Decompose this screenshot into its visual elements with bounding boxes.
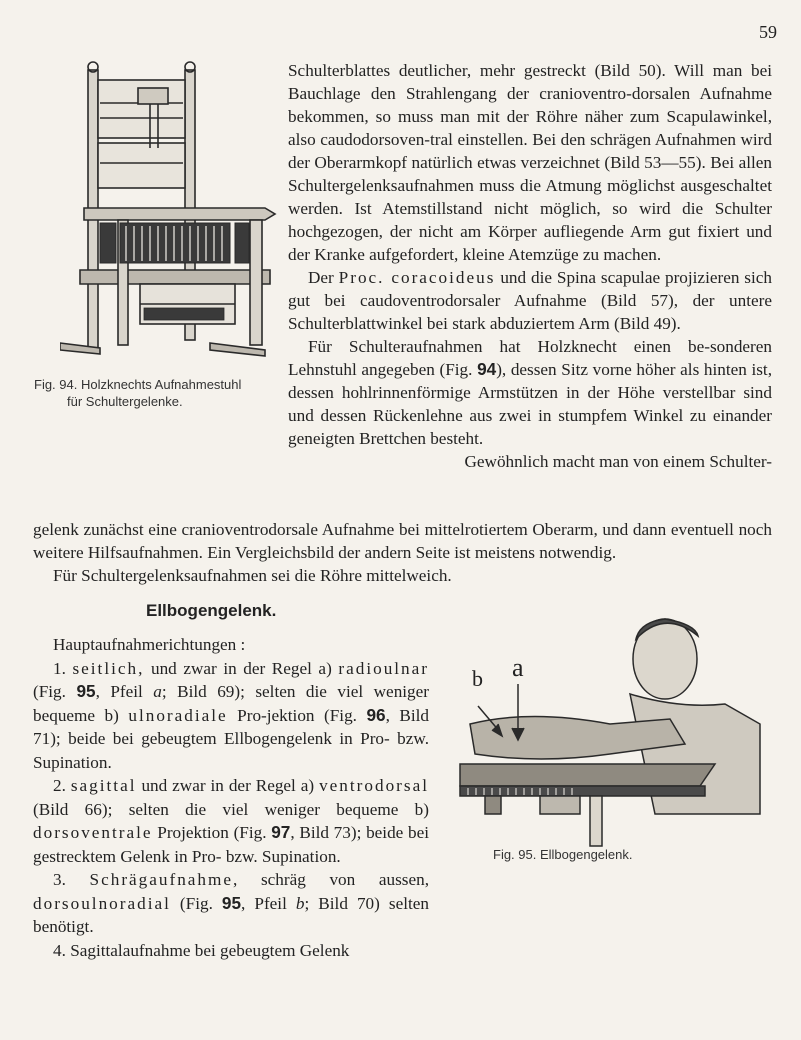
page-number: 59 [759,22,777,42]
fig-ref-95-b: 95 [221,892,242,913]
figure-95-label-b: b [472,666,483,691]
paragraph-proc [288,266,772,335]
term-dorsoventrale: dorsoventrale [33,823,153,842]
item-2-text-b: (Bild 66); selten die viel weniger bequeme b) [33,799,429,819]
term-proc-coracoideus: Proc. coracoideus [338,268,496,287]
hauptaufnahme-intro: Hauptaufnahmerichtungen : [53,635,246,654]
paragraph-proc-lead: Der [308,268,339,287]
item-2-sagittal [33,774,429,868]
fig-ref-97: 97 [271,822,291,842]
item-1-number: 1. [53,658,73,678]
item-3-text-b: (Fig. [170,893,222,913]
item-3-text-a: , schräg von aussen, [233,870,429,889]
item-3-schraeg [33,868,429,939]
fig-ref-95: 95 [76,681,96,701]
item-3-number: 3. [53,870,90,889]
fig-ref-94: 94 [477,359,497,379]
item-1-seitlich [33,657,429,775]
paragraph-lehnstuhl-lead: Für Schulteraufnahmen hat Holzknecht einen be-sonderen Lehnstuhl angegeben (Fig. [288,337,772,379]
item-2-number: 2. [53,776,71,795]
term-seitlich: seitlich, [72,658,145,678]
paragraph-gewoehnlich-start: Gewöhnlich macht man von einem Schulter- [464,452,772,471]
item-1-text-c: , Pfeil [95,682,154,701]
figure-94-chair-illustration [60,58,285,360]
paragraph-scapula: Schulterblattes deutlicher, mehr gestreckt (Bild 50). Will man bei Bauchlage den Strahlengang der cranioventro-dorsalen Aufnahme bekommen, so muss man mit der Röhre näher zum Scapulawinkel, also caudodorsoven-tral einstellen. Bei den schrägen Aufnahmen wird der Oberarmkopf natürlich etwas verzeichnet (Bild 53—55). Bei allen Schultergelenksaufnahmen muss die Atmung möglichst ausgeschaltet werden. Ist Atemstillstand nicht möglich, so wird die Schulter hochgezogen, der nicht am Körper aufliegende Arm gut fixiert und der Kranke aufgefordert, kleine Atemzüge zu machen. [288,61,772,264]
paragraph-lehnstuhl-rest: ), dessen Sitz vorne höher als hinten ist, dessen hohlrinnenförmige Armstützen in der Höhe verstellbar sind und dessen Rückenlehne aus zwei in stumpfem Winkel zu einander geneigten Brettchen besteht. [288,360,772,448]
arrow-ref-b: b [295,893,305,913]
arrow-ref-a: a [153,682,162,701]
item-2-text-a: und zwar in der Regel a) [136,776,320,795]
item-4-sagittalaufnahme: 4. Sagittalaufnahme bei gebeugtem Gelenk [53,940,350,960]
figure-95-caption: Fig. 95. Ellbogengelenk. [493,847,633,862]
term-ventrodorsal: ventrodorsal [319,776,429,795]
term-sagittal: sagittal [70,776,137,795]
paragraph-proc-rest: und die Spina scapulae projizieren sich gut bei caudoventrodorsaler Aufnahme (Bild 57), der untere Schulterblattwinkel bei stark abduziertem Arm (Bild 49). [288,268,772,333]
figure-95-label-a: a [512,653,524,682]
top-text-block [288,59,772,473]
item-3-text-d: ; Bild 70) selten benötigt. [33,893,429,936]
item-1-text-b: (Fig. [33,682,77,701]
term-radioulnar: radioulnar [338,658,430,678]
item-2-text-d: , Bild 73); beide bei gestrecktem Gelenk in Pro- bzw. Supination. [33,823,429,866]
figure-95-elbow-illustration [440,614,770,854]
item-2-text-c: Projektion (Fig. [152,823,272,842]
paragraph-lehnstuhl [288,335,772,450]
item-1-text-f: , Bild 71); beide bei gebeugtem Ellbogengelenk in Pro- bzw. Supination. [33,705,429,772]
full-width-text [33,518,772,587]
item-1-text-a: und zwar in der Regel a) [144,658,339,678]
item-1-text-d: ; Bild 69); selten die viel weniger bequeme b) [33,682,430,725]
term-dorsoulnoradial: dorsoulnoradial [33,893,171,913]
term-schraegaufnahme: Schrägaufnahme [89,870,234,889]
paragraph-gewoehnlich-cont: gelenk zunächst eine cranioventrodorsale Aufnahme bei mittelrotiertem Oberarm, und dann eventuell noch weitere Hilfsaufnahmen. Ein Vergleichsbild der andern Seite ist meistens notwendig. [33,520,772,562]
paragraph-roehre: Für Schultergelenksaufnahmen sei die Röhre mittelweich. [53,566,452,585]
fig-ref-96: 96 [366,704,386,725]
ellbogen-text-block [33,633,429,962]
section-heading-ellbogengelenk: Ellbogengelenk. [146,601,277,620]
figure-94-caption-line-2: für Schultergelenke. [67,394,183,409]
term-ulnoradiale: ulnoradiale [128,705,228,725]
figure-94-caption-line-1: Fig. 94. Holzknechts Aufnahmestuhl [34,377,242,392]
item-3-text-c: , Pfeil [241,893,296,913]
item-1-text-e: Pro-jektion (Fig. [227,705,367,725]
